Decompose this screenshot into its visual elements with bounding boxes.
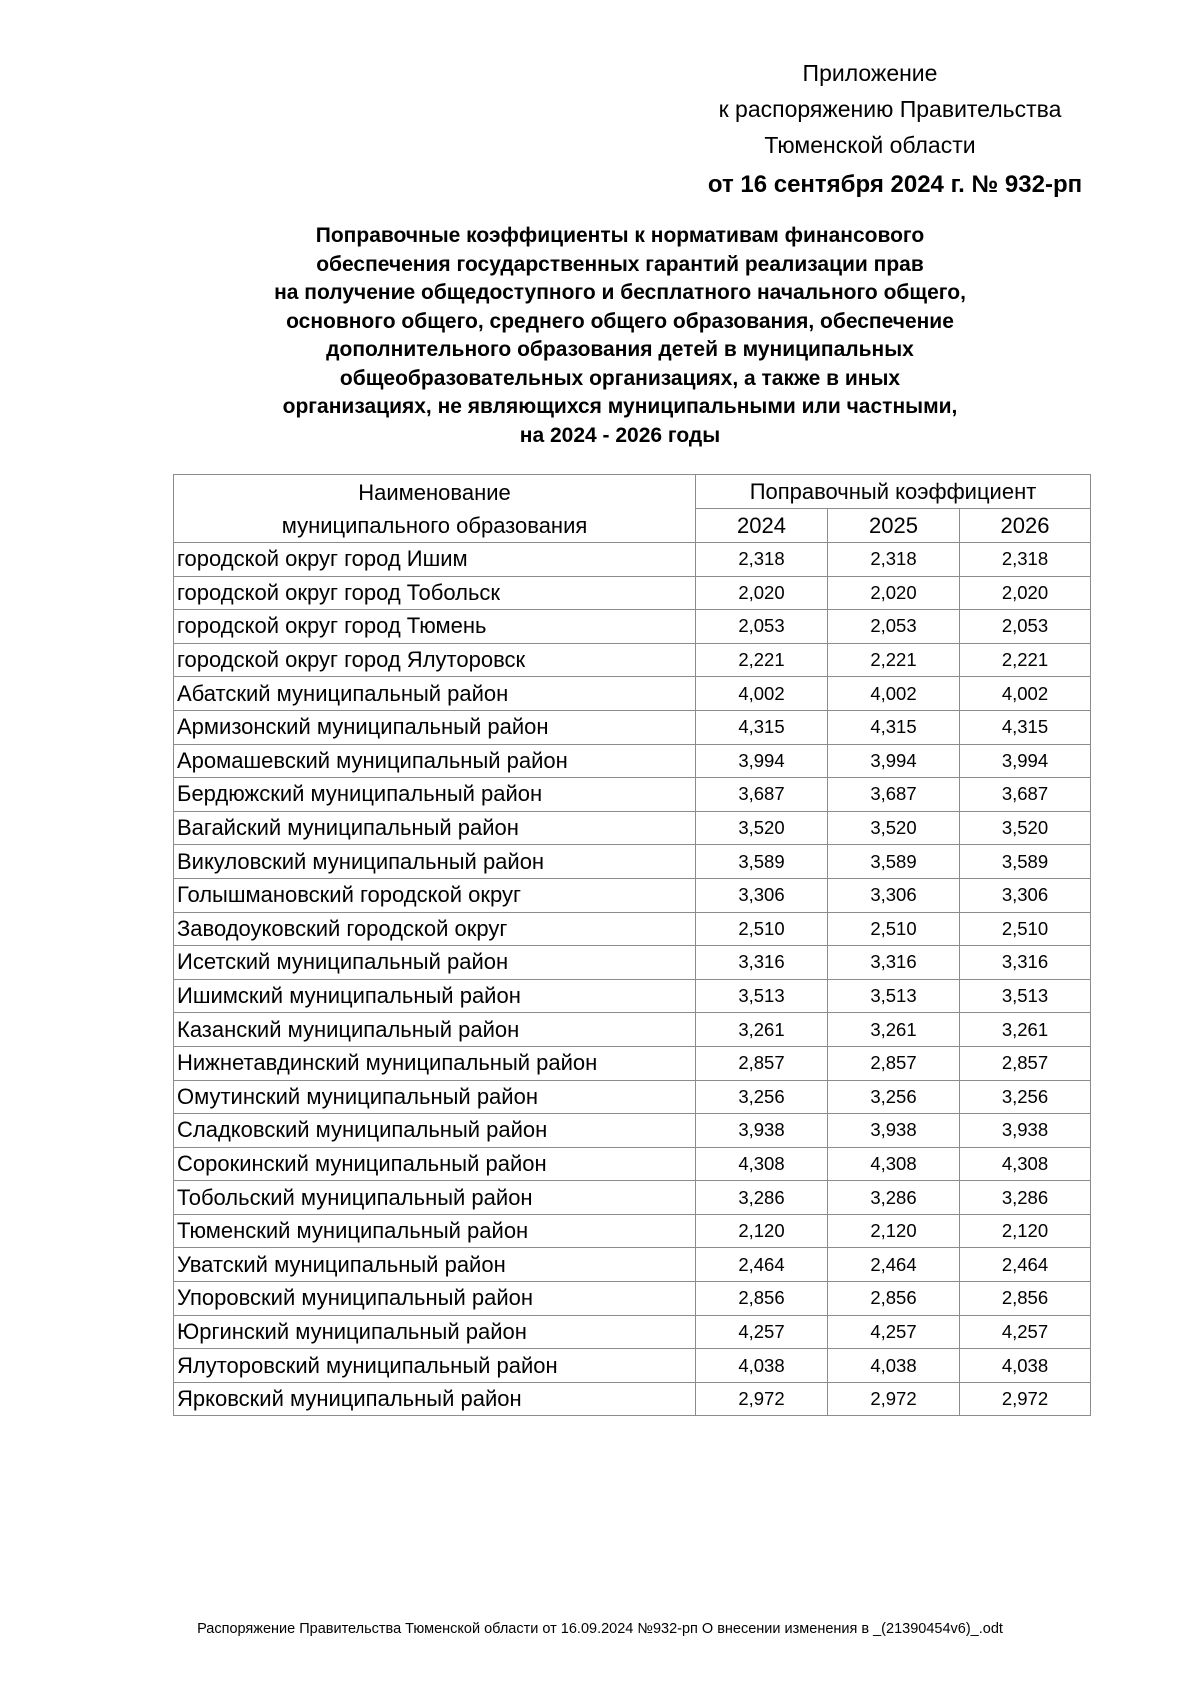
value-2024-cell: 2,464	[696, 1248, 828, 1282]
value-2024-cell: 3,306	[696, 878, 828, 912]
municipality-name-cell: Нижнетавдинский муниципальный район	[174, 1046, 696, 1080]
municipality-name-cell: Ишимский муниципальный район	[174, 979, 696, 1013]
table-body	[174, 543, 1091, 1416]
table-row	[174, 710, 1091, 744]
table-row	[174, 643, 1091, 677]
value-2024-cell: 4,308	[696, 1147, 828, 1181]
title-line: дополнительного образования детей в муниципальных	[326, 338, 914, 361]
value-2025-cell: 3,306	[828, 878, 960, 912]
table-row	[174, 1013, 1091, 1047]
value-2024-cell: 4,002	[696, 677, 828, 711]
value-2026-cell: 4,257	[960, 1315, 1091, 1349]
name-column-header	[174, 475, 696, 543]
table-row	[174, 1114, 1091, 1148]
value-2026-cell: 3,520	[960, 811, 1091, 845]
value-2024-cell: 2,120	[696, 1214, 828, 1248]
table-row	[174, 1349, 1091, 1383]
municipality-name-cell: Омутинский муниципальный район	[174, 1080, 696, 1114]
appendix-header	[640, 55, 1140, 203]
municipality-name-cell: Уватский муниципальный район	[174, 1248, 696, 1282]
coefficients-table	[173, 474, 1091, 1416]
year-header-2025: 2025	[828, 509, 960, 543]
value-2025-cell: 3,261	[828, 1013, 960, 1047]
value-2025-cell: 2,972	[828, 1382, 960, 1416]
value-2024-cell: 3,286	[696, 1181, 828, 1215]
value-2026-cell: 2,464	[960, 1248, 1091, 1282]
table-row	[174, 576, 1091, 610]
table-row	[174, 811, 1091, 845]
value-2024-cell: 2,020	[696, 576, 828, 610]
table-row	[174, 946, 1091, 980]
municipality-name-cell: Казанский муниципальный район	[174, 1013, 696, 1047]
value-2026-cell: 3,306	[960, 878, 1091, 912]
value-2025-cell: 2,053	[828, 610, 960, 644]
municipality-name-cell: Аромашевский муниципальный район	[174, 744, 696, 778]
municipality-name-cell: Упоровский муниципальный район	[174, 1282, 696, 1316]
municipality-name-cell: Армизонский муниципальный район	[174, 710, 696, 744]
value-2024-cell: 3,513	[696, 979, 828, 1013]
value-2024-cell: 4,315	[696, 710, 828, 744]
value-2026-cell: 3,938	[960, 1114, 1091, 1148]
value-2026-cell: 3,513	[960, 979, 1091, 1013]
value-2025-cell: 2,120	[828, 1214, 960, 1248]
table-row	[174, 1248, 1091, 1282]
value-2025-cell: 3,994	[828, 744, 960, 778]
table-row	[174, 677, 1091, 711]
value-2026-cell: 2,120	[960, 1214, 1091, 1248]
municipality-name-cell: Сладковский муниципальный район	[174, 1114, 696, 1148]
value-2026-cell: 2,972	[960, 1382, 1091, 1416]
value-2026-cell: 3,256	[960, 1080, 1091, 1114]
value-2026-cell: 4,308	[960, 1147, 1091, 1181]
value-2025-cell: 4,308	[828, 1147, 960, 1181]
document-footer: Распоряжение Правительства Тюменской области от 16.09.2024 №932-рп О внесении изменения в _(21390454v6)_.odt	[197, 1621, 1003, 1637]
municipality-name-cell: городской округ город Ялуторовск	[174, 643, 696, 677]
municipality-name-cell: Вагайский муниципальный район	[174, 811, 696, 845]
value-2025-cell: 3,687	[828, 778, 960, 812]
value-2026-cell: 4,315	[960, 710, 1091, 744]
value-2025-cell: 2,020	[828, 576, 960, 610]
value-2024-cell: 2,510	[696, 912, 828, 946]
title-line: на получение общедоступного и бесплатного начального общего,	[274, 281, 966, 304]
value-2026-cell: 2,857	[960, 1046, 1091, 1080]
year-header-2026: 2026	[960, 509, 1091, 543]
value-2025-cell: 3,520	[828, 811, 960, 845]
value-2024-cell: 4,257	[696, 1315, 828, 1349]
table-row	[174, 845, 1091, 879]
title-line: организациях, не являющихся муниципальными или частными,	[282, 395, 958, 418]
value-2025-cell: 3,286	[828, 1181, 960, 1215]
table-row	[174, 1382, 1091, 1416]
value-2024-cell: 2,221	[696, 643, 828, 677]
value-2025-cell: 2,857	[828, 1046, 960, 1080]
municipality-name-cell: городской округ город Тобольск	[174, 576, 696, 610]
value-2024-cell: 2,856	[696, 1282, 828, 1316]
title-line: Поправочные коэффициенты к нормативам финансового	[315, 224, 925, 247]
value-2025-cell: 3,316	[828, 946, 960, 980]
value-2026-cell: 2,318	[960, 543, 1091, 577]
value-2025-cell: 3,256	[828, 1080, 960, 1114]
value-2026-cell: 2,053	[960, 610, 1091, 644]
municipality-name-cell: Тобольский муниципальный район	[174, 1181, 696, 1215]
municipality-name-cell: Заводоуковский городской округ	[174, 912, 696, 946]
value-2024-cell: 3,938	[696, 1114, 828, 1148]
municipality-name-cell: Ялуторовский муниципальный район	[174, 1349, 696, 1383]
table-row	[174, 543, 1091, 577]
value-2025-cell: 2,318	[828, 543, 960, 577]
value-2024-cell: 3,261	[696, 1013, 828, 1047]
municipality-name-cell: Исетский муниципальный район	[174, 946, 696, 980]
value-2025-cell: 2,510	[828, 912, 960, 946]
document-title	[160, 222, 1080, 450]
value-2025-cell: 3,589	[828, 845, 960, 879]
table-row	[174, 1147, 1091, 1181]
title-line: на 2024 - 2026 годы	[519, 423, 721, 447]
title-line: обеспечения государственных гарантий реализации прав	[316, 252, 924, 276]
value-2026-cell: 2,856	[960, 1282, 1091, 1316]
table-row	[174, 610, 1091, 644]
value-2024-cell: 3,994	[696, 744, 828, 778]
value-2024-cell: 3,256	[696, 1080, 828, 1114]
municipality-name-cell: Голышмановский городской округ	[174, 878, 696, 912]
table-row	[174, 744, 1091, 778]
value-2024-cell: 3,316	[696, 946, 828, 980]
value-2025-cell: 2,464	[828, 1248, 960, 1282]
value-2026-cell: 3,687	[960, 778, 1091, 812]
value-2024-cell: 2,053	[696, 610, 828, 644]
table-header-row	[174, 475, 1091, 509]
coef-column-header: Поправочный коэффициент	[696, 475, 1091, 509]
value-2025-cell: 4,257	[828, 1315, 960, 1349]
value-2024-cell: 2,318	[696, 543, 828, 577]
value-2026-cell: 2,510	[960, 912, 1091, 946]
name-header-line2: муниципального образования	[281, 512, 588, 538]
value-2024-cell: 4,038	[696, 1349, 828, 1383]
table-row	[174, 1080, 1091, 1114]
municipality-name-cell: городской округ город Ишим	[174, 543, 696, 577]
value-2026-cell: 3,589	[960, 845, 1091, 879]
table-row	[174, 1181, 1091, 1215]
table-row	[174, 878, 1091, 912]
value-2024-cell: 3,520	[696, 811, 828, 845]
value-2025-cell: 4,002	[828, 677, 960, 711]
table-row	[174, 979, 1091, 1013]
value-2025-cell: 3,938	[828, 1114, 960, 1148]
table-row	[174, 1315, 1091, 1349]
year-header-2024: 2024	[696, 509, 828, 543]
appendix-label: Приложение	[802, 60, 938, 86]
value-2026-cell: 2,221	[960, 643, 1091, 677]
title-line: общеобразовательных организациях, а также в иных	[339, 366, 901, 390]
value-2026-cell: 3,261	[960, 1013, 1091, 1047]
value-2025-cell: 2,221	[828, 643, 960, 677]
table-row	[174, 1282, 1091, 1316]
municipality-name-cell: Тюменский муниципальный район	[174, 1214, 696, 1248]
value-2026-cell: 2,020	[960, 576, 1091, 610]
municipality-name-cell: Викуловский муниципальный район	[174, 845, 696, 879]
value-2024-cell: 3,589	[696, 845, 828, 879]
municipality-name-cell: городской округ город Тюмень	[174, 610, 696, 644]
value-2026-cell: 4,002	[960, 677, 1091, 711]
table-row	[174, 1046, 1091, 1080]
value-2026-cell: 3,994	[960, 744, 1091, 778]
value-2024-cell: 2,972	[696, 1382, 828, 1416]
value-2025-cell: 3,513	[828, 979, 960, 1013]
value-2025-cell: 4,038	[828, 1349, 960, 1383]
value-2024-cell: 2,857	[696, 1046, 828, 1080]
value-2026-cell: 3,286	[960, 1181, 1091, 1215]
municipality-name-cell: Ярковский муниципальный район	[174, 1382, 696, 1416]
appendix-region: Тюменской области	[764, 132, 976, 158]
title-line: основного общего, среднего общего образования, обеспечение	[286, 309, 954, 333]
table-row	[174, 778, 1091, 812]
municipality-name-cell: Абатский муниципальный район	[174, 677, 696, 711]
value-2025-cell: 4,315	[828, 710, 960, 744]
municipality-name-cell: Сорокинский муниципальный район	[174, 1147, 696, 1181]
value-2025-cell: 2,856	[828, 1282, 960, 1316]
value-2024-cell: 3,687	[696, 778, 828, 812]
appendix-order-ref: к распоряжению Правительства	[718, 96, 1062, 122]
table-row	[174, 912, 1091, 946]
name-header-line1: Наименование	[358, 479, 511, 505]
municipality-name-cell: Бердюжский муниципальный район	[174, 778, 696, 812]
municipality-name-cell: Юргинский муниципальный район	[174, 1315, 696, 1349]
table-row	[174, 1214, 1091, 1248]
appendix-date-number: от 16 сентября 2024 г. № 932-рп	[707, 171, 1083, 198]
value-2026-cell: 4,038	[960, 1349, 1091, 1383]
value-2026-cell: 3,316	[960, 946, 1091, 980]
